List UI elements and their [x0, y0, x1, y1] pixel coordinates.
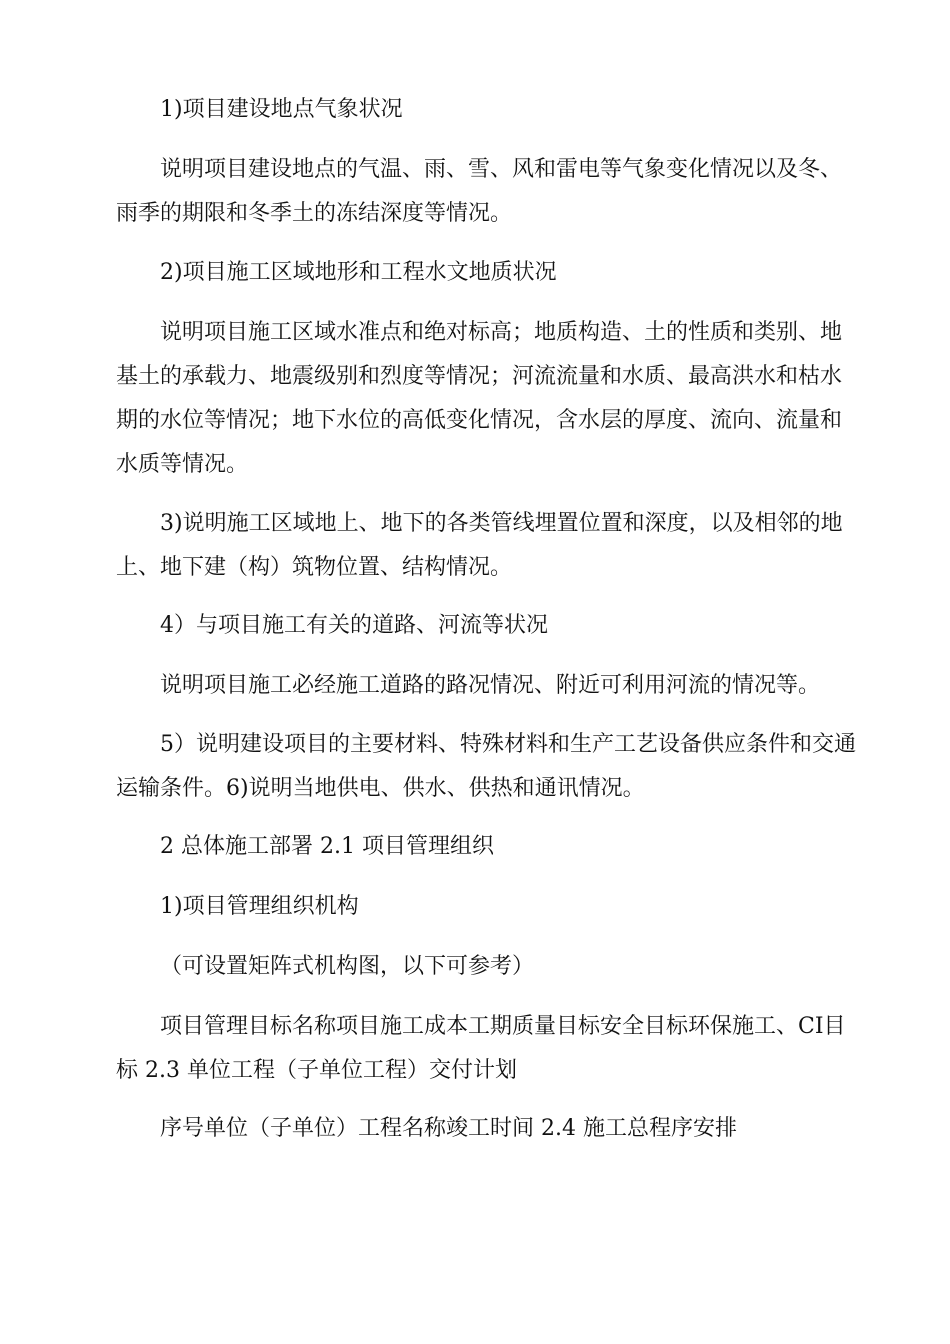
heading-roads: 4）与项目施工有关的道路、河流等状况 — [160, 613, 548, 638]
paragraph-pipelines: 3)说明施工区域地上、地下的各类管线埋置位置和深度，以及相邻的地上、地下建（构）筑物位置、结构情况。 — [116, 511, 843, 580]
heading-terrain: 2)项目施工区域地形和工程水文地质状况 — [160, 260, 557, 285]
paragraph-weather: 说明项目建设地点的气温、雨、雪、风和雷电等气象变化情况以及冬、雨季的期限和冬季土的冻结深度等情况。 — [116, 157, 843, 226]
heading-organization: 1)项目管理组织机构 — [160, 894, 359, 919]
heading-deployment: 2 总体施工部署 2.1 项目管理组织 — [160, 834, 494, 859]
paragraph-terrain: 说明项目施工区域水准点和绝对标高；地质构造、土的性质和类别、地基土的承载力、地震级别和烈度等情况；河流流量和水质、最高洪水和枯水期的水位等情况；地下水位的高低变化情况，含水层的厚度、流向、流量和水质等情况。 — [116, 320, 843, 477]
paragraph-delivery: 序号单位（子单位）工程名称竣工时间 2.4 施工总程序安排 — [160, 1116, 737, 1141]
paragraph-materials: 5）说明建设项目的主要材料、特殊材料和生产工艺设备供应条件和交通运输条件。6)说明当地供电、供水、供热和通讯情况。 — [116, 732, 856, 801]
note-matrix-chart: （可设置矩阵式机构图，以下可参考） — [160, 954, 535, 979]
paragraph-targets: 项目管理目标名称项目施工成本工期质量目标安全目标环保施工、CI目标 2.3 单位工程（子单位工程）交付计划 — [116, 1014, 846, 1083]
heading-weather: 1)项目建设地点气象状况 — [160, 97, 403, 122]
paragraph-roads: 说明项目施工必经施工道路的路况情况、附近可利用河流的情况等。 — [160, 673, 821, 698]
